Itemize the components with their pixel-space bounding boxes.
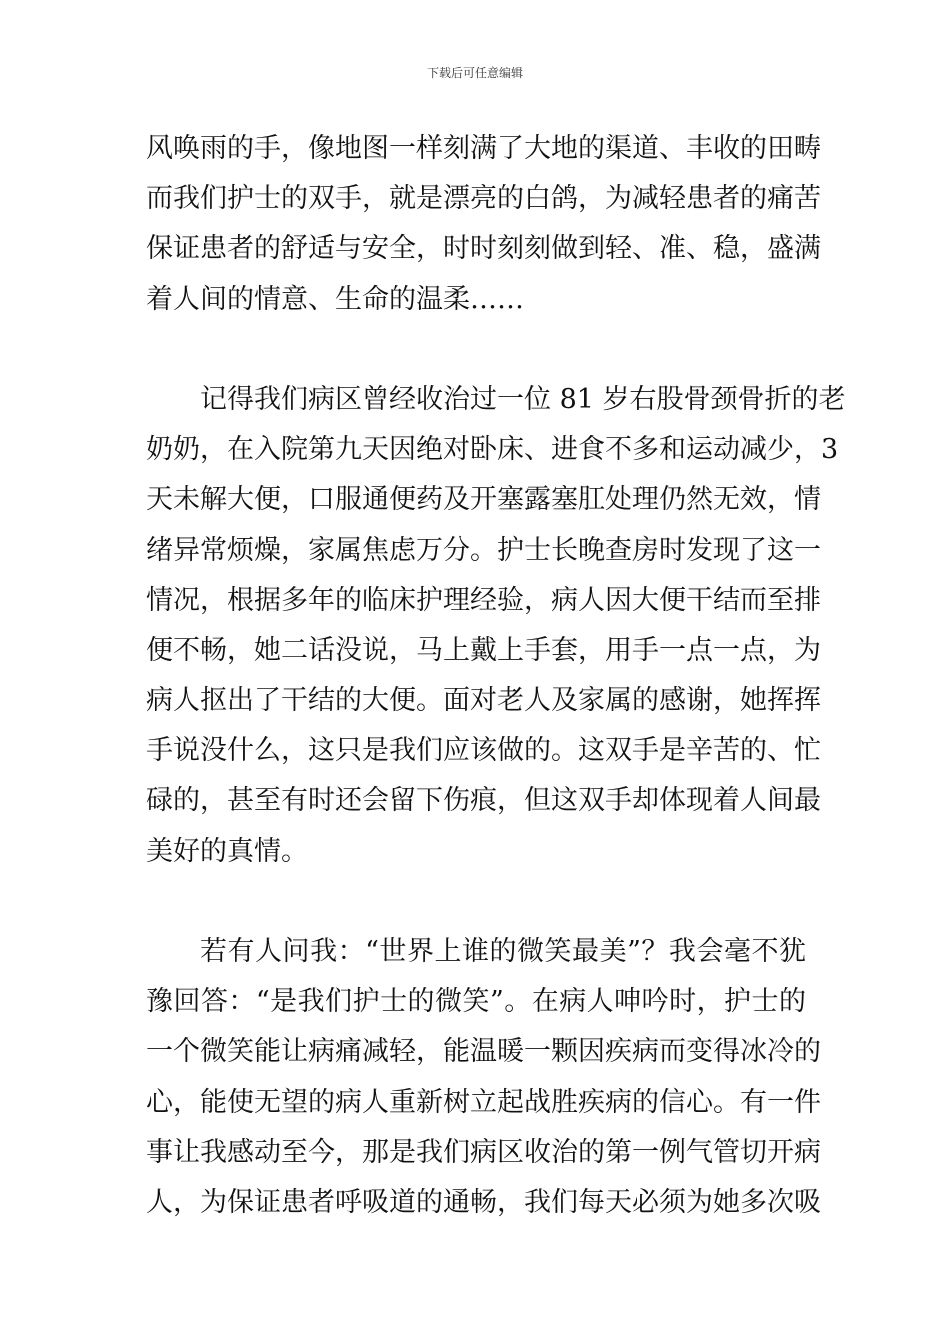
text-line: 天未解大便，口服通便药及开塞露塞肛处理仍然无效，情 bbox=[146, 484, 821, 516]
text-line: 事让我感动至今，那是我们病区收治的第一例气管切开病 bbox=[146, 1136, 821, 1168]
paragraph-spacer bbox=[146, 325, 806, 375]
text-line: 豫回答：“是我们护士的微笑”。在病人呻吟时，护士的 bbox=[146, 986, 806, 1018]
paragraph-3 bbox=[146, 927, 821, 1228]
text-line: 病人抠出了干结的大便。面对老人及家属的感谢，她挥挥 bbox=[146, 685, 821, 717]
text-line: 情况，根据多年的临床护理经验，病人因大便干结而至排 bbox=[146, 584, 821, 616]
text-line: 人，为保证患者呼吸道的通畅，我们每天必须为她多次吸 bbox=[146, 1186, 821, 1218]
text-line: 碌的，甚至有时还会留下伤痕，但这双手却体现着人间最 bbox=[146, 785, 821, 817]
text-line: 着人间的情意、生命的温柔…… bbox=[146, 283, 524, 315]
text-line: 若有人问我：“世界上谁的微笑最美”？我会毫不犹 bbox=[200, 936, 806, 967]
paragraph-spacer bbox=[146, 877, 806, 927]
text-line: 记得我们病区曾经收治过一位 81 岁右股骨颈骨折的老 bbox=[200, 383, 846, 415]
text-line: 绪异常烦燥，家属焦虑万分。护士长晚查房时发现了这一 bbox=[146, 534, 821, 566]
text-line: 奶奶，在入院第九天因绝对卧床、进食不多和运动减少，3 bbox=[146, 434, 839, 466]
text-line: 风唤雨的手，像地图一样刻满了大地的渠道、丰收的田畴 bbox=[146, 133, 821, 164]
paragraph-1 bbox=[146, 124, 821, 325]
text-line: 手说没什么，这只是我们应该做的。这双手是辛苦的、忙 bbox=[146, 735, 821, 767]
text-line: 便不畅，她二话没说，马上戴上手套，用手一点一点，为 bbox=[146, 634, 821, 666]
text-line: 美好的真情。 bbox=[146, 835, 308, 867]
text-line: 心，能使无望的病人重新树立起战胜疾病的信心。有一件 bbox=[146, 1086, 821, 1118]
text-line: 一个微笑能让病痛减轻，能温暖一颗因疾病而变得冰冷的 bbox=[146, 1036, 821, 1068]
document-body bbox=[146, 124, 846, 1228]
page-header: 下载后可任意编辑 bbox=[426, 66, 523, 80]
paragraph-2 bbox=[146, 375, 846, 877]
text-line: 保证患者的舒适与安全，时时刻刻做到轻、准、稳，盛满 bbox=[146, 233, 821, 265]
text-line: 而我们护士的双手，就是漂亮的白鸽，为减轻患者的痛苦 bbox=[146, 183, 821, 215]
